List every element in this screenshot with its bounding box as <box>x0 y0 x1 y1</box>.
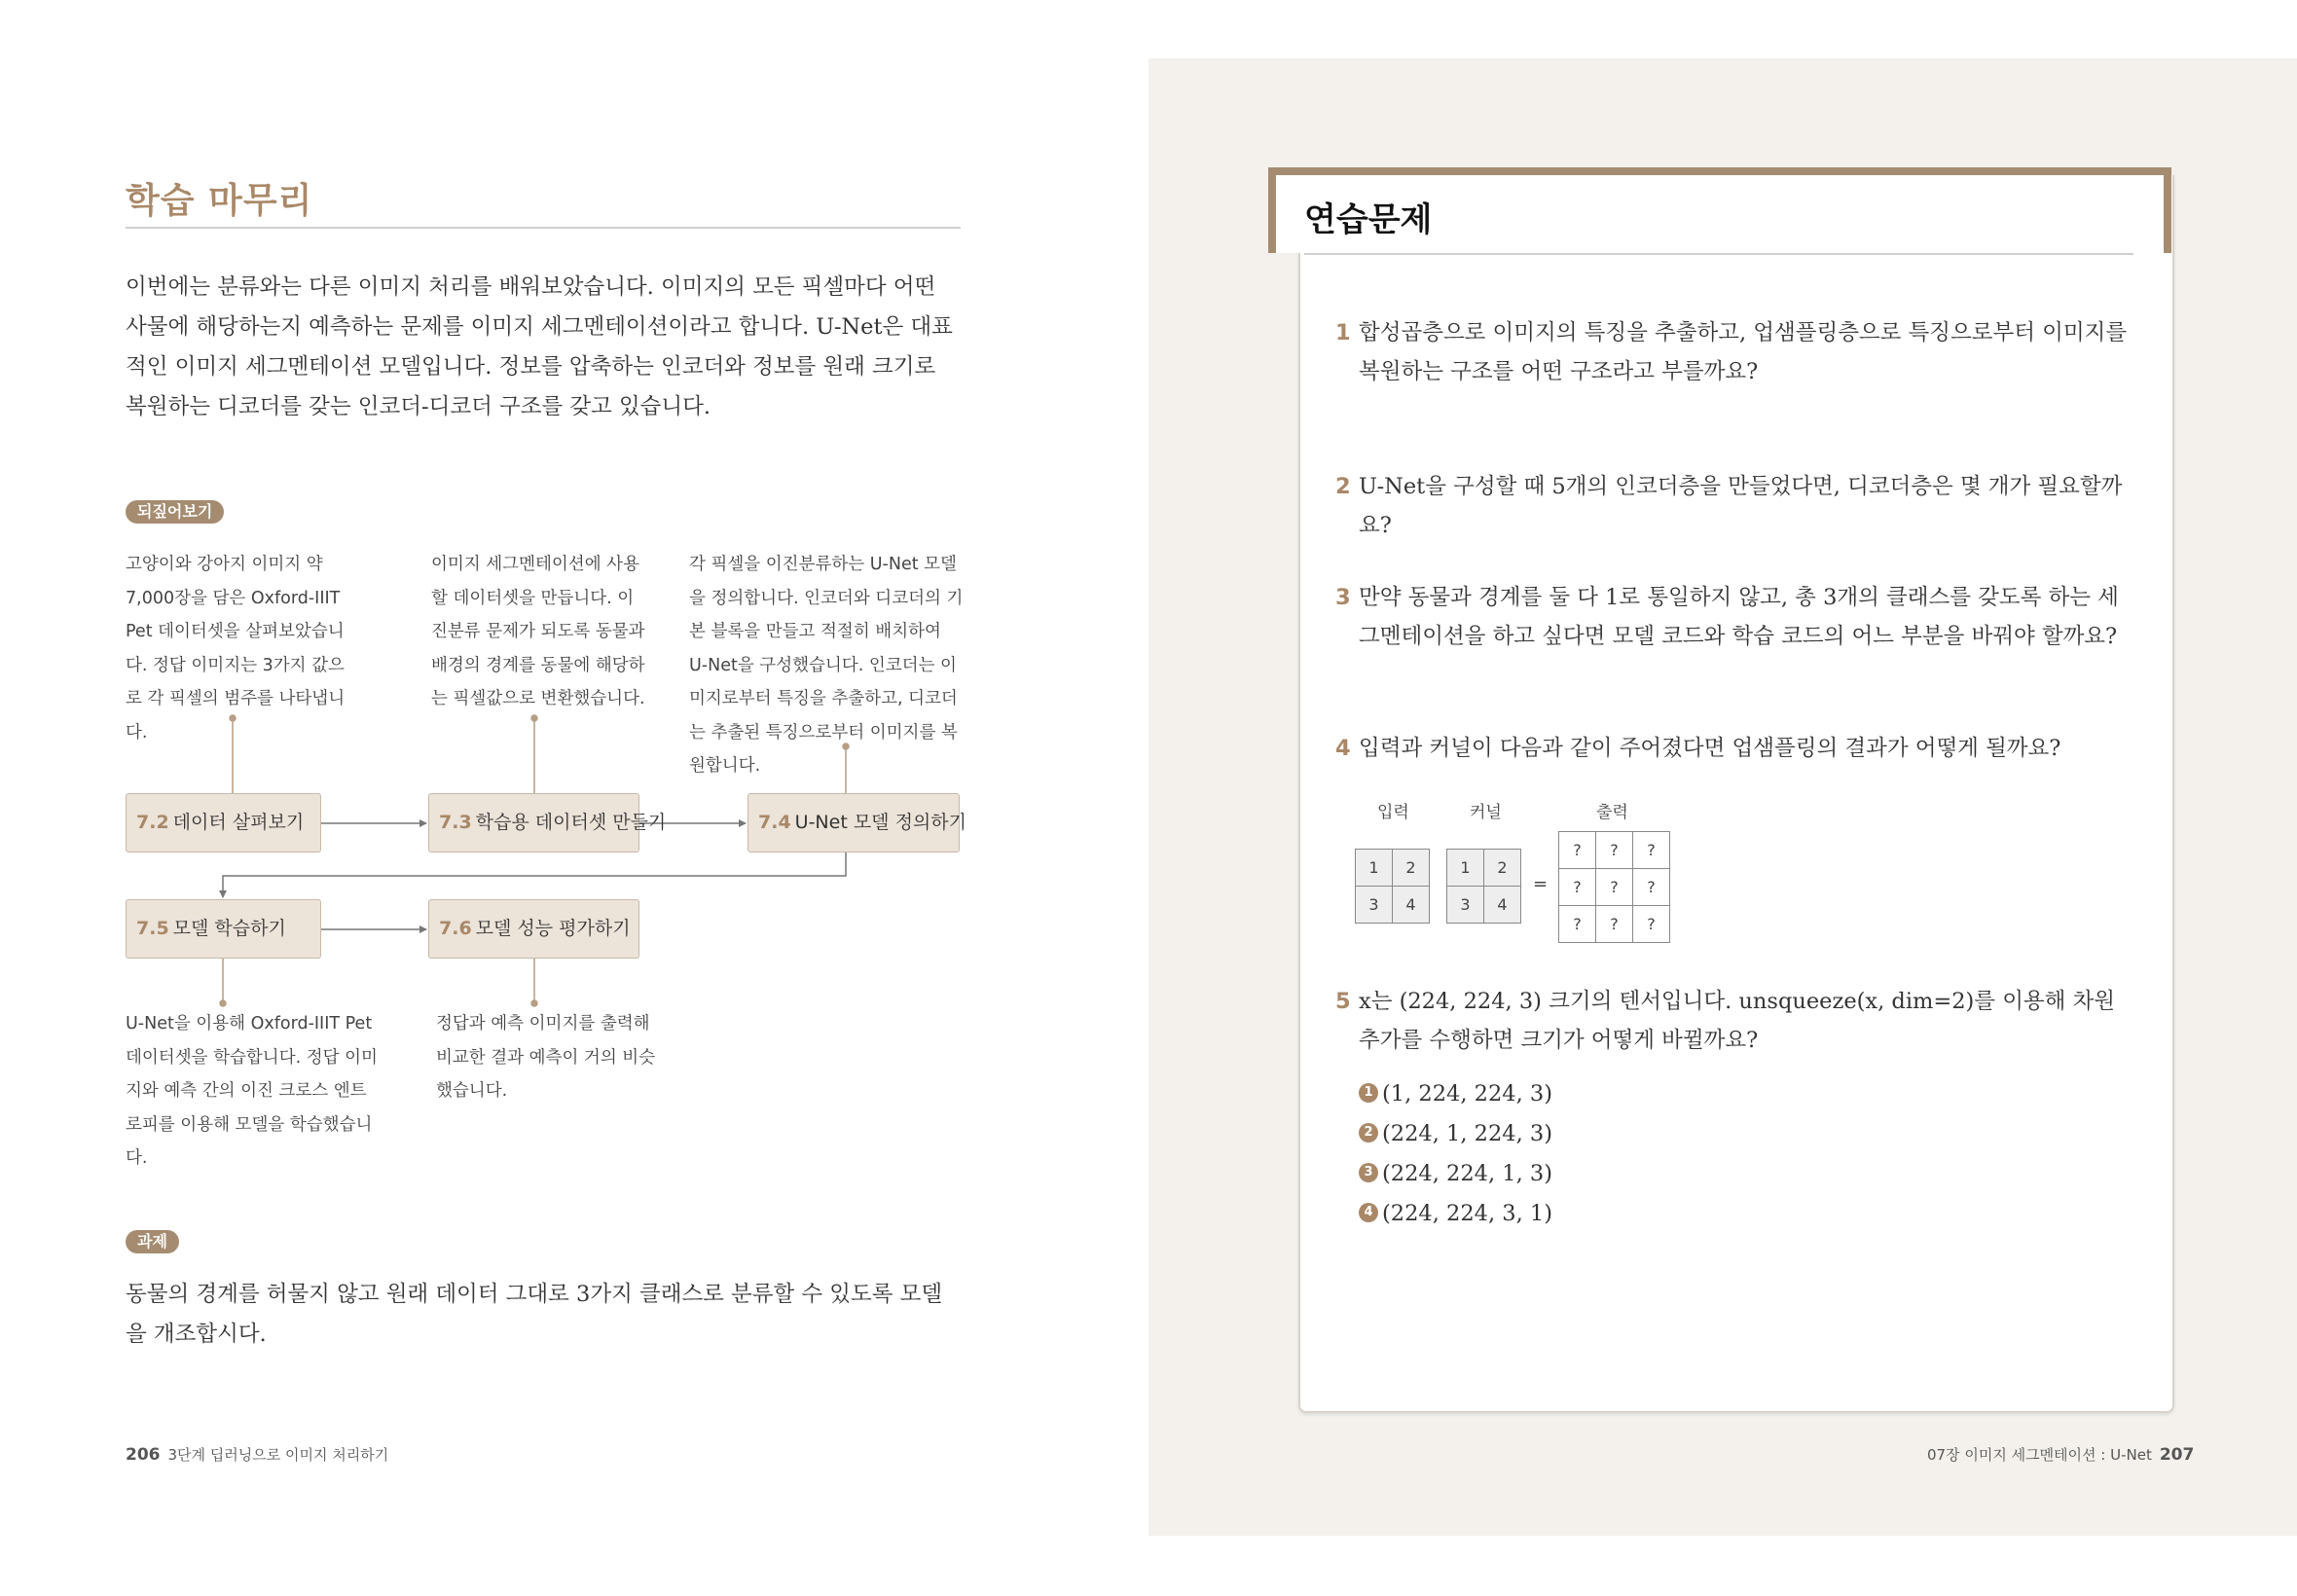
step-box-7-3 <box>428 793 667 852</box>
question-text: U-Net을 구성할 때 5개의 인코더층을 만들었다면, 디코더층은 몇 개가 필요할까요? <box>1359 474 2123 538</box>
summary-paragraph: 이번에는 분류와는 다른 이미지 처리를 배워보았습니다. 이미지의 모든 픽셀마다 어떤 사물에 해당하는지 예측하는 문제를 이미지 세그멘테이션이라고 합니다. U-Net은 대표적인 이미지 세그멘테이션 모델입니다. 정보를 압축하는 인코더와 정보를 원래 크기로 복원하는 디코더를 갖는 인코더-디코더 구조를 갖고 있습니다. <box>126 274 953 419</box>
answer-option-1 <box>1359 1078 1552 1109</box>
answer-option-4 <box>1359 1198 1552 1229</box>
input-label: 입력 <box>1377 803 1409 822</box>
question-2 <box>1335 467 2139 545</box>
step-label: U-Net 모델 정의하기 <box>794 812 966 833</box>
step-box-7-4 <box>747 793 966 852</box>
question-text: 만약 동물과 경계를 둘 다 1로 통일하지 않고, 총 3개의 클래스를 갖도록 하는 세그멘테이션을 하고 싶다면 모델 코드와 학습 코드의 어느 부분을 바꿔야 할까요? <box>1359 585 2119 649</box>
right-footer <box>1927 1444 2194 1465</box>
step-number: 7.4 <box>758 812 791 833</box>
output-matrix <box>1558 831 1670 943</box>
option-number-icon: 2 <box>1359 1123 1378 1143</box>
section-title: 학습 마무리 <box>126 181 313 221</box>
option-number-icon: 4 <box>1359 1203 1378 1222</box>
question-1 <box>1335 313 2139 391</box>
kernel-matrix <box>1446 849 1521 924</box>
matrix-cell: ? <box>1596 869 1633 906</box>
step-number: 7.6 <box>439 918 472 939</box>
question-number: 4 <box>1335 736 1351 761</box>
question-text: x는 (224, 224, 3) 크기의 텐서입니다. unsqueeze(x, dim=2)를 이용해 차원 추가를 수행하면 크기가 어떻게 바뀔까요? <box>1359 989 2116 1053</box>
step-box-7-6 <box>428 899 639 959</box>
step-box-7-5 <box>126 899 321 959</box>
matrix-cell: 3 <box>1447 887 1484 924</box>
chapter-label: 07장 이미지 세그멘테이션 : U-Net <box>1927 1446 2152 1464</box>
question-3 <box>1335 578 2139 656</box>
matrix-cell: 2 <box>1484 850 1521 887</box>
matrix-cell: 2 <box>1393 850 1430 887</box>
task-badge: 과제 <box>126 1230 179 1253</box>
title-divider <box>126 227 961 229</box>
step-description: 고양이와 강아지 이미지 약 7,000장을 담은 Oxford-IIIT Pet 데이터셋을 살펴보았습니다. 정답 이미지는 3가지 값으로 각 픽셀의 범주를 나타냅니다. <box>126 555 346 743</box>
option-text: (224, 224, 1, 3) <box>1382 1161 1552 1186</box>
question-text: 입력과 커널이 다음과 같이 주어졌다면 업샘플링의 결과가 어떻게 될까요? <box>1359 736 2061 761</box>
option-text: (224, 1, 224, 3) <box>1382 1121 1552 1146</box>
question-number: 5 <box>1335 989 1351 1014</box>
matrix-cell: 4 <box>1484 887 1521 924</box>
left-footer <box>126 1444 388 1465</box>
step-label: 모델 학습하기 <box>172 918 286 939</box>
question-text: 합성곱층으로 이미지의 특징을 추출하고, 업샘플링층으로 특징으로부터 이미지를 복원하는 구조를 어떤 구조라고 부를까요? <box>1359 320 2128 384</box>
matrix-cell: 1 <box>1447 850 1484 887</box>
question-number: 1 <box>1335 320 1351 345</box>
option-number-icon: 3 <box>1359 1163 1378 1182</box>
matrix-cell: ? <box>1633 906 1670 943</box>
matrix-cell: ? <box>1559 832 1596 869</box>
step-description: 이미지 세그멘테이션에 사용할 데이터셋을 만듭니다. 이진분류 문제가 되도록 동물과 배경의 경계를 동물에 해당하는 픽셀값으로 변환했습니다. <box>431 555 645 708</box>
step-number: 7.3 <box>439 812 472 833</box>
kernel-label: 커널 <box>1470 803 1502 822</box>
exercise-title: 연습문제 <box>1304 200 1433 239</box>
step-description: 각 픽셀을 이진분류하는 U-Net 모델을 정의합니다. 인코더와 디코더의 기본 블록을 만들고 적절히 배치하여 U-Net을 구성했습니다. 인코더는 이미지로부터 특징을 추출하고, 디코더는 추출된 특징으로부터 이미지를 복원합니다. <box>689 555 964 776</box>
chapter-label: 3단계 딥러닝으로 이미지 처리하기 <box>167 1446 389 1464</box>
step-description: U-Net을 이용해 Oxford-IIIT Pet 데이터셋을 학습합니다. 정답 이미지와 예측 간의 이진 크로스 엔트로피를 이용해 모델을 학습했습니다. <box>126 1014 378 1168</box>
matrix-cell: ? <box>1633 832 1670 869</box>
exercise-top-bar <box>1268 167 2171 175</box>
step-box-7-2 <box>126 793 321 852</box>
answer-option-2 <box>1359 1118 1552 1149</box>
matrix-cell: ? <box>1559 869 1596 906</box>
matrix-cell: 1 <box>1356 850 1393 887</box>
matrix-cell: 4 <box>1393 887 1430 924</box>
output-label: 출력 <box>1596 803 1628 822</box>
exercise-divider <box>1304 253 2133 255</box>
matrix-cell: ? <box>1596 832 1633 869</box>
matrix-cell: ? <box>1596 906 1633 943</box>
step-label: 모델 성능 평가하기 <box>475 918 631 939</box>
step-label: 학습용 데이터셋 만들기 <box>475 812 667 833</box>
matrix-cell: ? <box>1559 906 1596 943</box>
option-number-icon: 1 <box>1359 1083 1378 1103</box>
matrix-cell: ? <box>1633 869 1670 906</box>
option-text: (1, 224, 224, 3) <box>1382 1081 1552 1106</box>
page-number: 207 <box>2159 1445 2195 1465</box>
review-badge: 되짚어보기 <box>126 500 224 524</box>
question-5 <box>1335 982 2139 1060</box>
step-description: 정답과 예측 이미지를 출력해 비교한 결과 예측이 거의 비슷했습니다. <box>436 1014 656 1101</box>
equals-sign: = <box>1533 874 1549 894</box>
exercise-right-tab <box>2164 167 2171 253</box>
question-number: 2 <box>1335 474 1351 499</box>
question-4 <box>1335 729 2139 768</box>
matrix-cell: 3 <box>1356 887 1393 924</box>
step-number: 7.5 <box>136 918 169 939</box>
question-number: 3 <box>1335 585 1351 610</box>
step-label: 데이터 살펴보기 <box>172 812 305 833</box>
exercise-left-tab <box>1268 167 1276 253</box>
option-text: (224, 224, 3, 1) <box>1382 1201 1552 1226</box>
page-number: 206 <box>126 1445 161 1465</box>
answer-option-3 <box>1359 1158 1552 1189</box>
step-number: 7.2 <box>136 812 169 833</box>
input-matrix <box>1355 849 1430 924</box>
task-paragraph: 동물의 경계를 허물지 않고 원래 데이터 그대로 3가지 클래스로 분류할 수 있도록 모델을 개조합시다. <box>126 1282 943 1347</box>
